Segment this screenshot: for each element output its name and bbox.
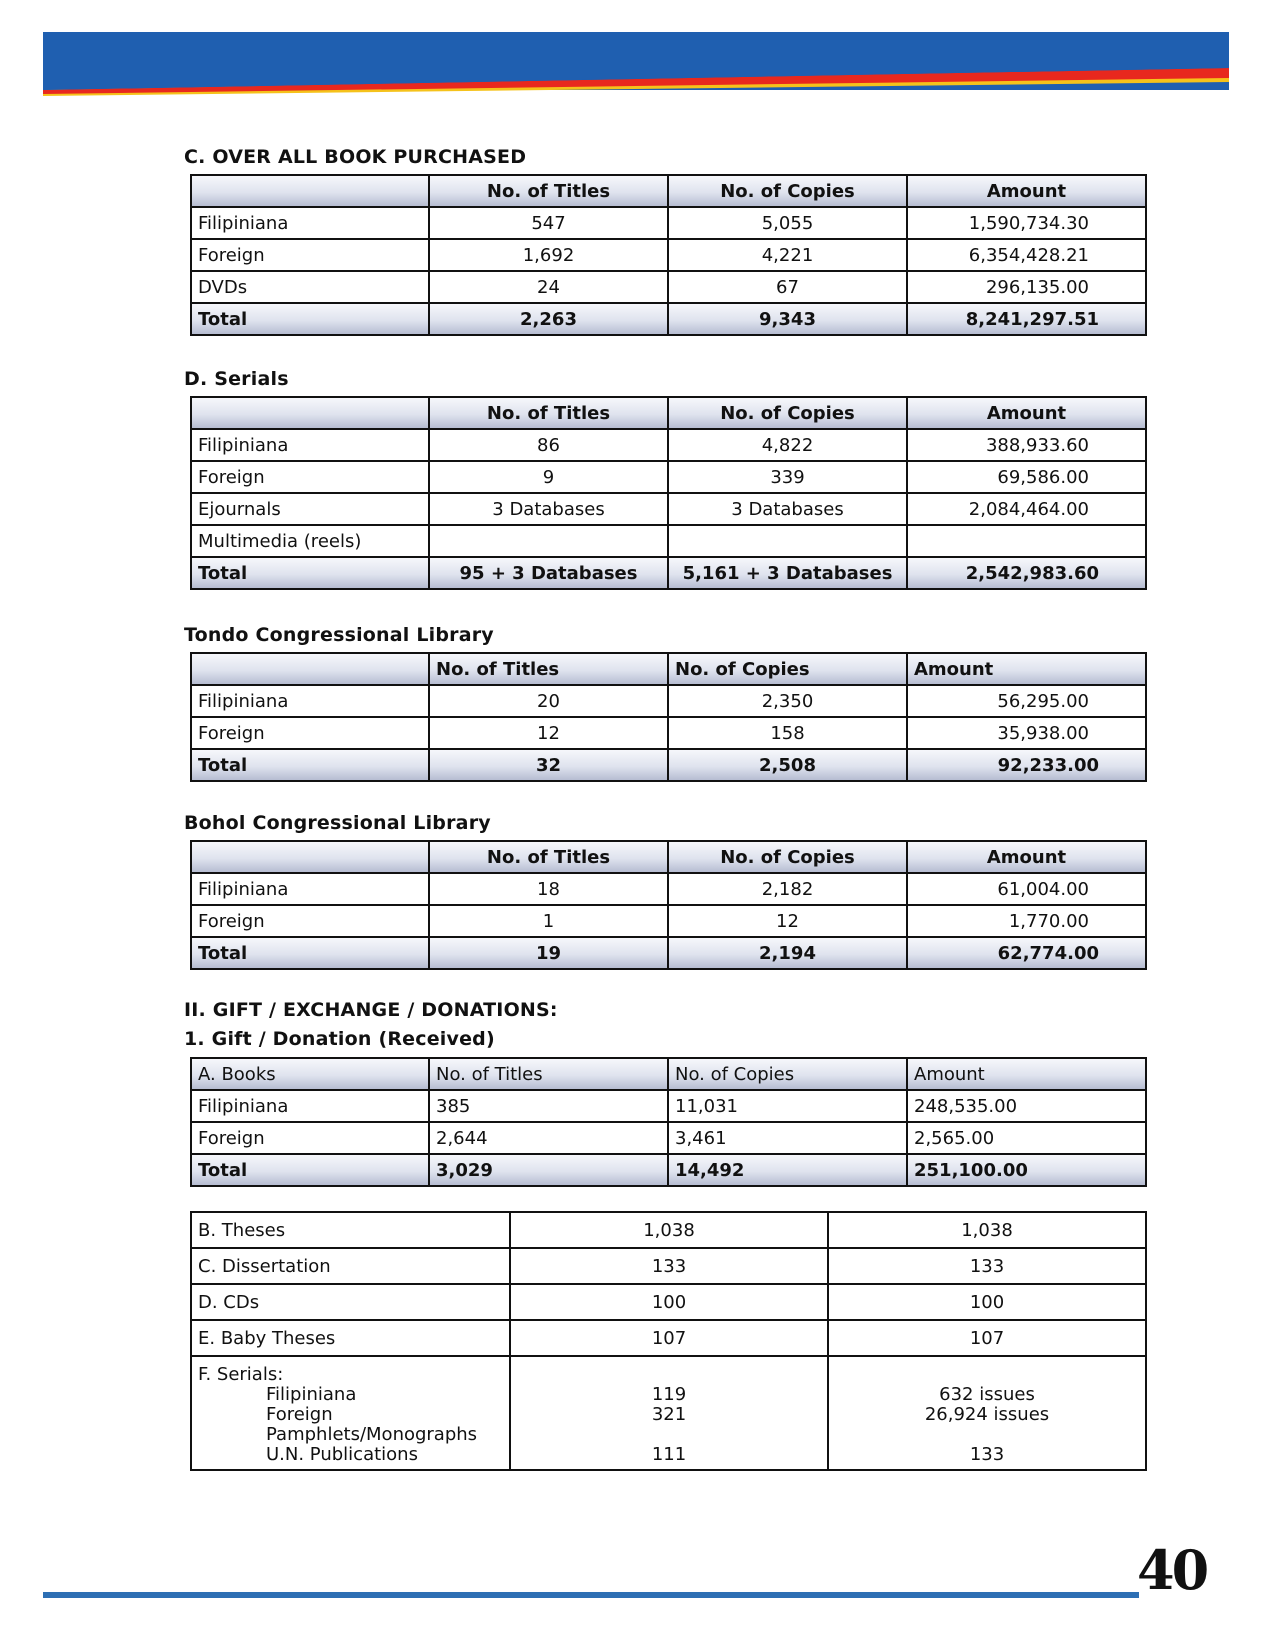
total-titles: 19 (429, 937, 668, 969)
titles-cell: 24 (429, 271, 668, 303)
value-cell: 1,038 (510, 1212, 828, 1248)
table-row (191, 271, 1146, 303)
header-cell: No. of Copies (668, 175, 907, 207)
section-c-title: C. OVER ALL BOOK PURCHASED (184, 146, 527, 168)
amount-cell: 2,565.00 (907, 1122, 1146, 1154)
serials-table (190, 396, 1147, 590)
row-label: Foreign (191, 461, 429, 493)
amount-cell: 388,933.60 (907, 429, 1146, 461)
table-row (191, 461, 1146, 493)
tondo-title: Tondo Congressional Library (184, 624, 494, 646)
total-copies: 9,343 (668, 303, 907, 335)
header-cell: No. of Titles (429, 841, 668, 873)
titles-cell: 86 (429, 429, 668, 461)
serials-labels (191, 1356, 510, 1470)
amount-cell: 2,084,464.00 (907, 493, 1146, 525)
total-row (191, 303, 1146, 335)
row-label: Filipiniana (191, 1090, 429, 1122)
header-cell: No. of Titles (429, 397, 668, 429)
table-row (191, 1090, 1146, 1122)
table-row (191, 493, 1146, 525)
total-row (191, 1154, 1146, 1186)
other-gifts-table (190, 1211, 1147, 1471)
row-label: D. CDs (191, 1284, 510, 1320)
total-copies: 5,161 + 3 Databases (668, 557, 907, 589)
table-header-row (191, 1058, 1146, 1090)
serials-titles (510, 1356, 828, 1470)
table-row (191, 685, 1146, 717)
serials-item-label: Foreign (266, 1404, 333, 1425)
serials-item-label: Filipiniana (266, 1384, 357, 1405)
total-copies: 2,194 (668, 937, 907, 969)
copies-cell: 5,055 (668, 207, 907, 239)
row-label: Filipiniana (191, 873, 429, 905)
row-label: Filipiniana (191, 207, 429, 239)
value-cell: 107 (510, 1320, 828, 1356)
amount-cell: 35,938.00 (907, 717, 1146, 749)
serials-item-value: 632 issues (939, 1384, 1035, 1405)
total-row (191, 937, 1146, 969)
amount-cell: 296,135.00 (907, 271, 1146, 303)
tondo-table (190, 652, 1147, 782)
serials-label: F. Serials: (198, 1364, 284, 1385)
gifts-title: II. GIFT / EXCHANGE / DONATIONS: (184, 999, 558, 1021)
serials-copies (828, 1356, 1146, 1470)
table-row (191, 239, 1146, 271)
page-number: 40 (1137, 1538, 1207, 1602)
total-titles: 95 + 3 Databases (429, 557, 668, 589)
copies-cell (668, 525, 907, 557)
total-row (191, 557, 1146, 589)
copies-cell: 3,461 (668, 1122, 907, 1154)
copies-cell: 2,182 (668, 873, 907, 905)
header-cell (191, 653, 429, 685)
row-label: Foreign (191, 1122, 429, 1154)
titles-cell: 385 (429, 1090, 668, 1122)
bohol-table (190, 840, 1147, 970)
header-banner (43, 32, 1229, 96)
header-cell: No. of Copies (668, 841, 907, 873)
row-label: Foreign (191, 905, 429, 937)
header-cell (191, 175, 429, 207)
serials-item-value: 133 (969, 1444, 1005, 1465)
footer-line (43, 1592, 1139, 1598)
serials-item-value: 119 (651, 1384, 687, 1405)
total-label: Total (191, 749, 429, 781)
book-purchased-table (190, 174, 1147, 336)
table-row (191, 873, 1146, 905)
table-row (191, 1248, 1146, 1284)
header-cell: No. of Copies (668, 397, 907, 429)
titles-cell: 1,692 (429, 239, 668, 271)
serials-item-value: 321 (651, 1404, 687, 1425)
amount-cell: 6,354,428.21 (907, 239, 1146, 271)
value-cell: 100 (828, 1284, 1146, 1320)
total-copies: 2,508 (668, 749, 907, 781)
value-cell: 100 (510, 1284, 828, 1320)
titles-cell: 2,644 (429, 1122, 668, 1154)
table-header-row (191, 397, 1146, 429)
titles-cell: 20 (429, 685, 668, 717)
total-titles: 3,029 (429, 1154, 668, 1186)
value-cell: 133 (510, 1248, 828, 1284)
table-row (191, 525, 1146, 557)
copies-cell: 11,031 (668, 1090, 907, 1122)
bohol-title: Bohol Congressional Library (184, 812, 491, 834)
header-cell: Amount (907, 653, 1146, 685)
header-cell: No. of Copies (668, 653, 907, 685)
amount-cell: 61,004.00 (907, 873, 1146, 905)
table-row (191, 717, 1146, 749)
header-cell: Amount (907, 841, 1146, 873)
table-header-row (191, 175, 1146, 207)
serials-item-value (835, 1425, 1139, 1445)
total-row (191, 749, 1146, 781)
table-row (191, 1284, 1146, 1320)
table-row (191, 1320, 1146, 1356)
row-label: DVDs (191, 271, 429, 303)
table-header-row (191, 653, 1146, 685)
total-amount: 251,100.00 (907, 1154, 1146, 1186)
copies-cell: 67 (668, 271, 907, 303)
table-row (191, 905, 1146, 937)
total-amount: 8,241,297.51 (907, 303, 1146, 335)
titles-cell: 9 (429, 461, 668, 493)
row-label: E. Baby Theses (191, 1320, 510, 1356)
titles-cell: 12 (429, 717, 668, 749)
header-cell: Amount (907, 1058, 1146, 1090)
header-cell: No. of Titles (429, 175, 668, 207)
titles-cell (429, 525, 668, 557)
copies-cell: 4,221 (668, 239, 907, 271)
copies-cell: 12 (668, 905, 907, 937)
header-cell (191, 397, 429, 429)
amount-cell: 56,295.00 (907, 685, 1146, 717)
gifts-books-table (190, 1057, 1147, 1187)
copies-cell: 2,350 (668, 685, 907, 717)
header-cell: A. Books (191, 1058, 429, 1090)
section-d-title: D. Serials (184, 368, 289, 390)
table-row (191, 429, 1146, 461)
gifts-subtitle: 1. Gift / Donation (Received) (184, 1028, 495, 1050)
header-cell: No. of Titles (429, 1058, 668, 1090)
table-header-row (191, 841, 1146, 873)
header-cell: No. of Titles (429, 653, 668, 685)
table-row (191, 1122, 1146, 1154)
serials-item-label: U.N. Publications (266, 1444, 418, 1465)
copies-cell: 339 (668, 461, 907, 493)
copies-cell: 158 (668, 717, 907, 749)
serials-item-value (517, 1425, 821, 1445)
total-amount: 2,542,983.60 (907, 557, 1146, 589)
row-label: Foreign (191, 717, 429, 749)
amount-cell: 1,590,734.30 (907, 207, 1146, 239)
amount-cell (907, 525, 1146, 557)
total-label: Total (191, 937, 429, 969)
serials-item-label: Pamphlets/Monographs (266, 1424, 478, 1445)
header-cell: Amount (907, 397, 1146, 429)
row-label: Multimedia (reels) (191, 525, 429, 557)
total-titles: 2,263 (429, 303, 668, 335)
value-cell: 107 (828, 1320, 1146, 1356)
header-cell (191, 841, 429, 873)
total-label: Total (191, 557, 429, 589)
total-titles: 32 (429, 749, 668, 781)
copies-cell: 4,822 (668, 429, 907, 461)
row-label: Filipiniana (191, 429, 429, 461)
total-amount: 62,774.00 (907, 937, 1146, 969)
row-label: B. Theses (191, 1212, 510, 1248)
amount-cell: 69,586.00 (907, 461, 1146, 493)
table-row (191, 207, 1146, 239)
titles-cell: 547 (429, 207, 668, 239)
row-label: Ejournals (191, 493, 429, 525)
total-copies: 14,492 (668, 1154, 907, 1186)
serials-item-value: 26,924 issues (924, 1404, 1050, 1425)
header-cell: Amount (907, 175, 1146, 207)
titles-cell: 1 (429, 905, 668, 937)
row-label: Filipiniana (191, 685, 429, 717)
table-row (191, 1212, 1146, 1248)
amount-cell: 248,535.00 (907, 1090, 1146, 1122)
amount-cell: 1,770.00 (907, 905, 1146, 937)
value-cell: 1,038 (828, 1212, 1146, 1248)
serials-row (191, 1356, 1146, 1470)
titles-cell: 3 Databases (429, 493, 668, 525)
total-amount: 92,233.00 (907, 749, 1146, 781)
row-label: C. Dissertation (191, 1248, 510, 1284)
value-cell: 133 (828, 1248, 1146, 1284)
row-label: Foreign (191, 239, 429, 271)
total-label: Total (191, 1154, 429, 1186)
serials-item-value: 111 (651, 1444, 687, 1465)
titles-cell: 18 (429, 873, 668, 905)
copies-cell: 3 Databases (668, 493, 907, 525)
header-cell: No. of Copies (668, 1058, 907, 1090)
total-label: Total (191, 303, 429, 335)
